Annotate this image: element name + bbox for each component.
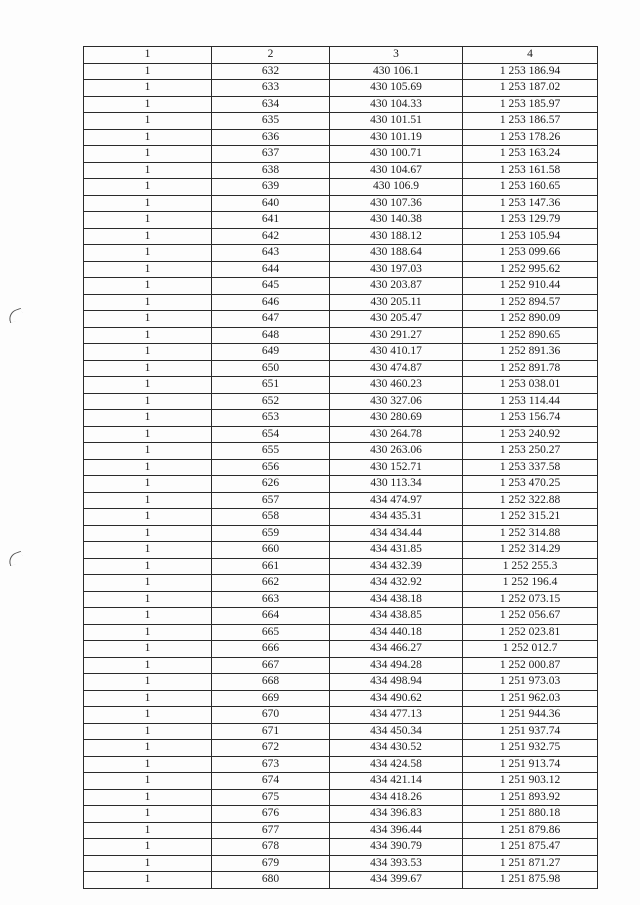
table-row — [84, 360, 598, 377]
header-cell-col1: 1 — [84, 47, 212, 64]
cell-coordinate-y: 1 252 891.78 — [463, 360, 598, 377]
cell-point-number: 676 — [212, 806, 330, 823]
cell-point-number: 661 — [212, 558, 330, 575]
cell-point-number: 650 — [212, 360, 330, 377]
cell-coordinate-y: 1 252 315.21 — [463, 509, 598, 526]
cell-coordinate-x: 434 474.97 — [330, 492, 463, 509]
cell-point-number: 666 — [212, 641, 330, 658]
cell-part-number: 1 — [84, 113, 212, 130]
table-row — [84, 575, 598, 592]
cell-coordinate-y: 1 253 186.94 — [463, 63, 598, 80]
cell-part-number: 1 — [84, 261, 212, 278]
cell-coordinate-y: 1 253 250.27 — [463, 443, 598, 460]
cell-part-number: 1 — [84, 195, 212, 212]
cell-coordinate-y: 1 253 147.36 — [463, 195, 598, 212]
table-row — [84, 96, 598, 113]
cell-point-number: 671 — [212, 723, 330, 740]
scan-artifact-mark — [7, 308, 25, 323]
cell-coordinate-y: 1 253 161.58 — [463, 162, 598, 179]
cell-part-number: 1 — [84, 63, 212, 80]
cell-coordinate-y: 1 252 056.67 — [463, 608, 598, 625]
cell-coordinate-y: 1 252 023.81 — [463, 624, 598, 641]
cell-coordinate-x: 434 450.34 — [330, 723, 463, 740]
cell-coordinate-y: 1 251 962.03 — [463, 690, 598, 707]
cell-coordinate-x: 434 424.58 — [330, 756, 463, 773]
table-row — [84, 377, 598, 394]
table-row — [84, 657, 598, 674]
cell-part-number: 1 — [84, 674, 212, 691]
cell-point-number: 667 — [212, 657, 330, 674]
table-row — [84, 278, 598, 295]
cell-coordinate-x: 434 477.13 — [330, 707, 463, 724]
table-row — [84, 542, 598, 559]
cell-coordinate-x: 430 188.64 — [330, 245, 463, 262]
cell-part-number: 1 — [84, 344, 212, 361]
cell-point-number: 647 — [212, 311, 330, 328]
cell-part-number: 1 — [84, 872, 212, 889]
cell-coordinate-y: 1 252 890.65 — [463, 327, 598, 344]
cell-point-number: 652 — [212, 393, 330, 410]
table-row — [84, 344, 598, 361]
cell-point-number: 646 — [212, 294, 330, 311]
cell-part-number: 1 — [84, 459, 212, 476]
cell-point-number: 645 — [212, 278, 330, 295]
table-row — [84, 80, 598, 97]
cell-part-number: 1 — [84, 212, 212, 229]
cell-point-number: 678 — [212, 839, 330, 856]
cell-coordinate-x: 430 197.03 — [330, 261, 463, 278]
cell-coordinate-y: 1 252 322.88 — [463, 492, 598, 509]
cell-coordinate-y: 1 253 129.79 — [463, 212, 598, 229]
header-cell-col2: 2 — [212, 47, 330, 64]
cell-coordinate-x: 434 490.62 — [330, 690, 463, 707]
table-row — [84, 872, 598, 889]
table-row — [84, 459, 598, 476]
cell-part-number: 1 — [84, 278, 212, 295]
cell-part-number: 1 — [84, 179, 212, 196]
cell-coordinate-x: 430 327.06 — [330, 393, 463, 410]
cell-coordinate-y: 1 252 000.87 — [463, 657, 598, 674]
cell-part-number: 1 — [84, 443, 212, 460]
header-cell-col4: 4 — [463, 47, 598, 64]
cell-point-number: 669 — [212, 690, 330, 707]
table-row — [84, 558, 598, 575]
cell-part-number: 1 — [84, 509, 212, 526]
cell-coordinate-y: 1 252 196.4 — [463, 575, 598, 592]
table-row — [84, 327, 598, 344]
table-row — [84, 624, 598, 641]
cell-coordinate-y: 1 251 937.74 — [463, 723, 598, 740]
scan-artifact-mark — [7, 551, 25, 566]
cell-point-number: 680 — [212, 872, 330, 889]
cell-coordinate-y: 1 251 875.47 — [463, 839, 598, 856]
table-row — [84, 707, 598, 724]
table-row — [84, 690, 598, 707]
cell-part-number: 1 — [84, 806, 212, 823]
cell-point-number: 641 — [212, 212, 330, 229]
cell-part-number: 1 — [84, 789, 212, 806]
cell-part-number: 1 — [84, 245, 212, 262]
cell-point-number: 668 — [212, 674, 330, 691]
cell-coordinate-y: 1 253 114.44 — [463, 393, 598, 410]
header-cell-col3: 3 — [330, 47, 463, 64]
table-row — [84, 525, 598, 542]
cell-coordinate-y: 1 251 913.74 — [463, 756, 598, 773]
cell-coordinate-x: 434 430.52 — [330, 740, 463, 757]
cell-coordinate-x: 434 438.85 — [330, 608, 463, 625]
cell-coordinate-x: 434 440.18 — [330, 624, 463, 641]
cell-part-number: 1 — [84, 129, 212, 146]
cell-coordinate-x: 430 280.69 — [330, 410, 463, 427]
cell-coordinate-y: 1 252 890.09 — [463, 311, 598, 328]
cell-coordinate-y: 1 253 038.01 — [463, 377, 598, 394]
cell-coordinate-y: 1 252 891.36 — [463, 344, 598, 361]
cell-part-number: 1 — [84, 756, 212, 773]
cell-coordinate-x: 434 393.53 — [330, 855, 463, 872]
table-row — [84, 129, 598, 146]
cell-point-number: 672 — [212, 740, 330, 757]
cell-coordinate-y: 1 253 337.58 — [463, 459, 598, 476]
table-row — [84, 806, 598, 823]
cell-coordinate-x: 430 101.51 — [330, 113, 463, 130]
table-row — [84, 789, 598, 806]
cell-point-number: 673 — [212, 756, 330, 773]
cell-part-number: 1 — [84, 377, 212, 394]
cell-coordinate-y: 1 253 156.74 — [463, 410, 598, 427]
cell-point-number: 665 — [212, 624, 330, 641]
table-row — [84, 212, 598, 229]
cell-coordinate-y: 1 253 163.24 — [463, 146, 598, 163]
cell-point-number: 644 — [212, 261, 330, 278]
cell-part-number: 1 — [84, 608, 212, 625]
cell-coordinate-y: 1 253 187.02 — [463, 80, 598, 97]
table-row — [84, 674, 598, 691]
cell-coordinate-x: 430 291.27 — [330, 327, 463, 344]
cell-coordinate-x: 434 435.31 — [330, 509, 463, 526]
table-row — [84, 195, 598, 212]
cell-point-number: 670 — [212, 707, 330, 724]
cell-coordinate-x: 430 263.06 — [330, 443, 463, 460]
cell-point-number: 674 — [212, 773, 330, 790]
cell-part-number: 1 — [84, 80, 212, 97]
cell-point-number: 640 — [212, 195, 330, 212]
cell-part-number: 1 — [84, 624, 212, 641]
cell-point-number: 679 — [212, 855, 330, 872]
cell-point-number: 660 — [212, 542, 330, 559]
table-row — [84, 261, 598, 278]
coordinates-table — [83, 46, 598, 889]
cell-coordinate-x: 430 203.87 — [330, 278, 463, 295]
table-row — [84, 740, 598, 757]
table-row — [84, 311, 598, 328]
cell-coordinate-x: 430 205.47 — [330, 311, 463, 328]
table-row — [84, 63, 598, 80]
cell-point-number: 643 — [212, 245, 330, 262]
cell-point-number: 657 — [212, 492, 330, 509]
cell-coordinate-y: 1 252 255.3 — [463, 558, 598, 575]
cell-coordinate-x: 430 264.78 — [330, 426, 463, 443]
cell-point-number: 655 — [212, 443, 330, 460]
cell-point-number: 636 — [212, 129, 330, 146]
coordinates-table-body — [84, 47, 598, 889]
table-row — [84, 591, 598, 608]
cell-coordinate-y: 1 251 893.92 — [463, 789, 598, 806]
cell-coordinate-y: 1 251 932.75 — [463, 740, 598, 757]
cell-coordinate-y: 1 251 903.12 — [463, 773, 598, 790]
cell-point-number: 649 — [212, 344, 330, 361]
table-row — [84, 410, 598, 427]
cell-part-number: 1 — [84, 476, 212, 493]
cell-part-number: 1 — [84, 228, 212, 245]
cell-point-number: 675 — [212, 789, 330, 806]
cell-coordinate-y: 1 251 944.36 — [463, 707, 598, 724]
cell-part-number: 1 — [84, 542, 212, 559]
cell-coordinate-y: 1 253 186.57 — [463, 113, 598, 130]
cell-coordinate-y: 1 253 105.94 — [463, 228, 598, 245]
cell-coordinate-x: 434 432.92 — [330, 575, 463, 592]
cell-coordinate-y: 1 252 012.7 — [463, 641, 598, 658]
cell-part-number: 1 — [84, 707, 212, 724]
cell-point-number: 662 — [212, 575, 330, 592]
cell-point-number: 626 — [212, 476, 330, 493]
table-row — [84, 822, 598, 839]
cell-part-number: 1 — [84, 96, 212, 113]
cell-point-number: 648 — [212, 327, 330, 344]
table-row — [84, 773, 598, 790]
cell-coordinate-y: 1 253 185.97 — [463, 96, 598, 113]
cell-coordinate-x: 434 434.44 — [330, 525, 463, 542]
cell-coordinate-x: 430 104.67 — [330, 162, 463, 179]
cell-coordinate-x: 434 466.27 — [330, 641, 463, 658]
cell-part-number: 1 — [84, 740, 212, 757]
cell-point-number: 639 — [212, 179, 330, 196]
table-row — [84, 492, 598, 509]
table-row — [84, 641, 598, 658]
cell-part-number: 1 — [84, 410, 212, 427]
table-row — [84, 294, 598, 311]
cell-coordinate-y: 1 252 073.15 — [463, 591, 598, 608]
cell-coordinate-x: 430 107.36 — [330, 195, 463, 212]
cell-coordinate-y: 1 251 879.86 — [463, 822, 598, 839]
cell-part-number: 1 — [84, 855, 212, 872]
cell-coordinate-x: 430 106.1 — [330, 63, 463, 80]
table-row — [84, 162, 598, 179]
table-row — [84, 723, 598, 740]
cell-coordinate-y: 1 251 875.98 — [463, 872, 598, 889]
cell-point-number: 651 — [212, 377, 330, 394]
cell-coordinate-x: 434 396.83 — [330, 806, 463, 823]
cell-coordinate-x: 434 494.28 — [330, 657, 463, 674]
cell-coordinate-y: 1 253 470.25 — [463, 476, 598, 493]
cell-point-number: 638 — [212, 162, 330, 179]
table-row — [84, 756, 598, 773]
cell-coordinate-x: 430 113.34 — [330, 476, 463, 493]
cell-coordinate-y: 1 253 160.65 — [463, 179, 598, 196]
cell-point-number: 677 — [212, 822, 330, 839]
cell-coordinate-x: 434 396.44 — [330, 822, 463, 839]
cell-coordinate-y: 1 252 995.62 — [463, 261, 598, 278]
cell-point-number: 663 — [212, 591, 330, 608]
cell-point-number: 664 — [212, 608, 330, 625]
cell-part-number: 1 — [84, 723, 212, 740]
cell-part-number: 1 — [84, 360, 212, 377]
cell-coordinate-x: 430 460.23 — [330, 377, 463, 394]
table-row — [84, 179, 598, 196]
cell-coordinate-x: 430 410.17 — [330, 344, 463, 361]
cell-coordinate-x: 430 101.19 — [330, 129, 463, 146]
cell-point-number: 633 — [212, 80, 330, 97]
cell-coordinate-y: 1 251 880.18 — [463, 806, 598, 823]
cell-coordinate-x: 430 100.71 — [330, 146, 463, 163]
cell-coordinate-y: 1 253 240.92 — [463, 426, 598, 443]
table-row — [84, 443, 598, 460]
cell-coordinate-y: 1 252 314.88 — [463, 525, 598, 542]
cell-coordinate-x: 434 418.26 — [330, 789, 463, 806]
cell-coordinate-x: 434 431.85 — [330, 542, 463, 559]
cell-point-number: 632 — [212, 63, 330, 80]
cell-point-number: 653 — [212, 410, 330, 427]
cell-coordinate-x: 430 106.9 — [330, 179, 463, 196]
cell-point-number: 658 — [212, 509, 330, 526]
cell-part-number: 1 — [84, 773, 212, 790]
cell-point-number: 635 — [212, 113, 330, 130]
cell-point-number: 642 — [212, 228, 330, 245]
cell-part-number: 1 — [84, 822, 212, 839]
cell-part-number: 1 — [84, 591, 212, 608]
cell-coordinate-x: 434 399.67 — [330, 872, 463, 889]
cell-part-number: 1 — [84, 393, 212, 410]
cell-part-number: 1 — [84, 641, 212, 658]
cell-coordinate-y: 1 253 099.66 — [463, 245, 598, 262]
cell-coordinate-y: 1 252 314.29 — [463, 542, 598, 559]
cell-part-number: 1 — [84, 657, 212, 674]
table-row — [84, 245, 598, 262]
table-row — [84, 426, 598, 443]
table-row — [84, 146, 598, 163]
cell-coordinate-x: 430 140.38 — [330, 212, 463, 229]
cell-coordinate-x: 434 390.79 — [330, 839, 463, 856]
table-row — [84, 476, 598, 493]
cell-point-number: 654 — [212, 426, 330, 443]
cell-part-number: 1 — [84, 294, 212, 311]
cell-coordinate-x: 434 438.18 — [330, 591, 463, 608]
cell-part-number: 1 — [84, 327, 212, 344]
cell-coordinate-x: 430 205.11 — [330, 294, 463, 311]
cell-coordinate-x: 430 105.69 — [330, 80, 463, 97]
cell-coordinate-y: 1 251 871.27 — [463, 855, 598, 872]
table-row — [84, 509, 598, 526]
table-header-row — [84, 47, 598, 64]
cell-part-number: 1 — [84, 426, 212, 443]
table-row — [84, 228, 598, 245]
cell-point-number: 637 — [212, 146, 330, 163]
cell-part-number: 1 — [84, 525, 212, 542]
cell-part-number: 1 — [84, 146, 212, 163]
cell-coordinate-y: 1 252 910.44 — [463, 278, 598, 295]
cell-coordinate-y: 1 252 894.57 — [463, 294, 598, 311]
cell-coordinate-x: 430 104.33 — [330, 96, 463, 113]
cell-coordinate-y: 1 253 178.26 — [463, 129, 598, 146]
cell-part-number: 1 — [84, 575, 212, 592]
cell-part-number: 1 — [84, 492, 212, 509]
cell-point-number: 634 — [212, 96, 330, 113]
table-row — [84, 839, 598, 856]
cell-part-number: 1 — [84, 558, 212, 575]
cell-coordinate-x: 430 188.12 — [330, 228, 463, 245]
table-row — [84, 608, 598, 625]
table-row — [84, 855, 598, 872]
cell-coordinate-x: 434 421.14 — [330, 773, 463, 790]
cell-part-number: 1 — [84, 311, 212, 328]
cell-coordinate-y: 1 251 973.03 — [463, 674, 598, 691]
cell-part-number: 1 — [84, 162, 212, 179]
cell-part-number: 1 — [84, 839, 212, 856]
cell-coordinate-x: 434 432.39 — [330, 558, 463, 575]
table-row — [84, 393, 598, 410]
cell-coordinate-x: 434 498.94 — [330, 674, 463, 691]
cell-point-number: 659 — [212, 525, 330, 542]
cell-coordinate-x: 430 152.71 — [330, 459, 463, 476]
table-row — [84, 113, 598, 130]
cell-part-number: 1 — [84, 690, 212, 707]
cell-coordinate-x: 430 474.87 — [330, 360, 463, 377]
cell-point-number: 656 — [212, 459, 330, 476]
